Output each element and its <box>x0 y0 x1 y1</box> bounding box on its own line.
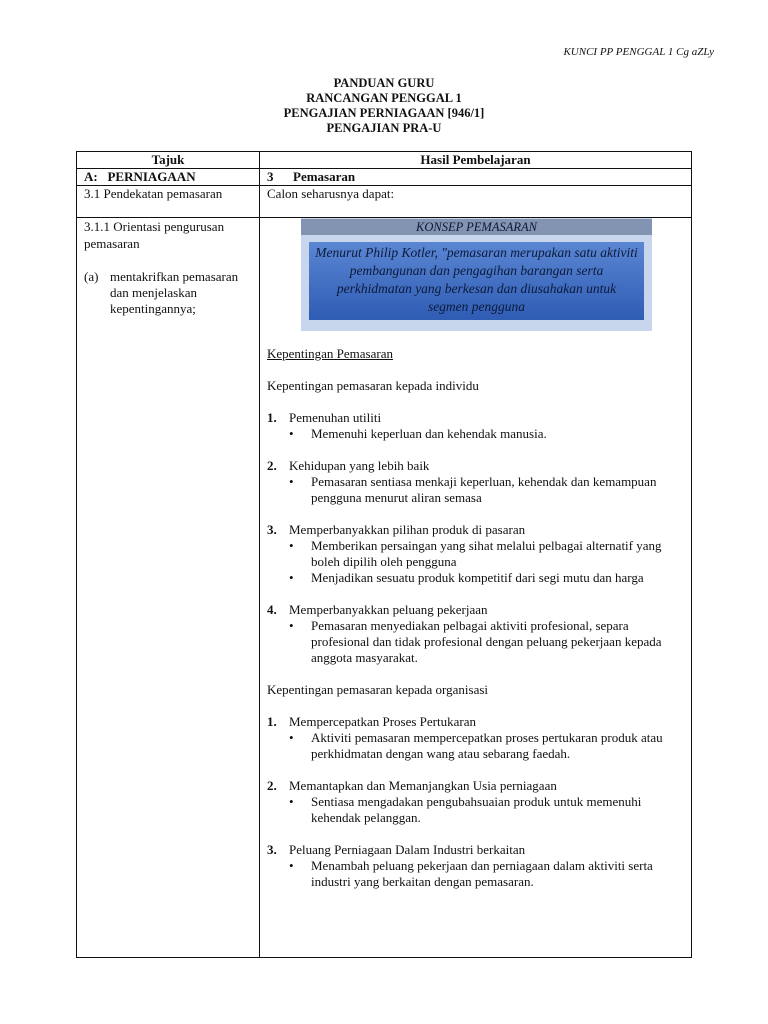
concept-body: Menurut Philip Kotler, "pemasaran merupakan satu aktiviti pembangunan dan pengagihan barangan serta perkhidmatan yang berkesan dan diusahakan untuk segmen pengguna <box>309 242 644 320</box>
objective-item <box>84 269 252 317</box>
bullet-dot-icon: • <box>289 426 294 441</box>
section-number: 3 <box>267 169 274 184</box>
topic-row <box>77 186 692 218</box>
concept-title: KONSEP PEMASARAN <box>301 219 652 235</box>
bullet-point <box>267 570 684 586</box>
topic-left: 3.1 Pendekatan pemasaran <box>77 186 260 218</box>
organisation-heading: Kepentingan pemasaran kepada organisasi <box>267 682 489 697</box>
importance-heading: Kepentingan Pemasaran <box>267 346 393 361</box>
bullet-dot-icon: • <box>289 570 294 585</box>
individual-heading: Kepentingan pemasaran kepada individu <box>267 378 479 393</box>
list-item-title: Memperbanyakkan peluang pekerjaan <box>289 602 488 617</box>
list-item-number: 3. <box>267 842 277 857</box>
bullet-dot-icon: • <box>289 730 294 745</box>
bullet-point <box>267 794 684 826</box>
section-row <box>77 169 692 186</box>
list-item-head <box>267 778 684 794</box>
bullet-dot-icon: • <box>289 794 294 809</box>
list-item-title: Memperbanyakkan pilihan produk di pasaran <box>289 522 526 537</box>
list-item-title: Mempercepatkan Proses Pertukaran <box>289 714 476 729</box>
bullet-point <box>267 730 684 762</box>
bullet-text: Memenuhi keperluan dan kehendak manusia. <box>311 426 547 441</box>
body-left <box>77 218 260 958</box>
bullet-point <box>267 858 684 890</box>
body-right <box>260 218 692 958</box>
list-item-title: Kehidupan yang lebih baik <box>289 458 430 473</box>
list-item-head <box>267 602 684 618</box>
bullet-text: Pemasaran sentiasa menkaji keperluan, kehendak dan kemampuan pengguna menurut aliran semasa <box>311 474 657 505</box>
section-title: Pemasaran <box>293 169 356 184</box>
table-header-row <box>77 152 692 169</box>
title-line: RANCANGAN PENGGAL 1 <box>306 91 462 105</box>
list-item-number: 2. <box>267 458 277 473</box>
bullet-text: Pemasaran menyediakan pelbagai aktiviti profesional, separa profesional dan tidak profesional dengan peluang pekerjaan kepada anggota masyarakat. <box>311 618 662 665</box>
col-header-tajuk: Tajuk <box>77 152 260 169</box>
header-note: KUNCI PP PENGGAL 1 Cg aZLy <box>563 46 714 58</box>
list-item-number: 1. <box>267 714 277 729</box>
bullet-point <box>267 618 684 666</box>
title-line: PENGAJIAN PRA-U <box>326 121 442 135</box>
bullet-dot-icon: • <box>289 618 294 633</box>
list-item-head <box>267 714 684 730</box>
list-item-head <box>267 522 684 538</box>
list-item <box>267 458 684 506</box>
bullet-point <box>267 538 684 570</box>
col-header-hasil: Hasil Pembelajaran <box>260 152 692 169</box>
bullet-dot-icon: • <box>289 538 294 553</box>
individual-list <box>267 410 684 666</box>
topic-right: Calon seharusnya dapat: <box>260 186 692 218</box>
title-line: PENGAJIAN PERNIAGAAN [946/1] <box>283 106 485 120</box>
list-item <box>267 410 684 442</box>
list-item-number: 1. <box>267 410 277 425</box>
list-item-number: 2. <box>267 778 277 793</box>
bullet-dot-icon: • <box>289 474 294 489</box>
importance-section <box>267 346 684 890</box>
objective-text: mentakrifkan pemasaran dan menjelaskan kepentingannya; <box>110 269 239 316</box>
bullet-text: Menjadikan sesuatu produk kompetitif dari segi mutu dan harga <box>311 570 644 585</box>
list-item-head <box>267 410 684 426</box>
title-line: PANDUAN GURU <box>333 76 435 90</box>
subtopic: 3.1.1 Orientasi pengurusan pemasaran <box>84 219 225 251</box>
bullet-text: Aktiviti pemasaran mempercepatkan proses pertukaran produk atau perkhidmatan dengan wang atau sebarang faedah. <box>311 730 663 761</box>
bullet-text: Sentiasa mengadakan pengubahsuaian produk untuk memenuhi kehendak pelanggan. <box>311 794 642 825</box>
list-item-head <box>267 842 684 858</box>
section-left: A: PERNIAGAAN <box>77 169 260 186</box>
list-item-number: 4. <box>267 602 277 617</box>
organisation-list <box>267 714 684 890</box>
list-item <box>267 714 684 762</box>
bullet-dot-icon: • <box>289 858 294 873</box>
syllabus-table <box>76 151 692 958</box>
bullet-point <box>267 426 684 442</box>
objective-label: (a) <box>84 269 99 284</box>
section-right <box>260 169 692 186</box>
bullet-text: Menambah peluang pekerjaan dan perniagaan dalam aktiviti serta industri yang berkaitan dengan pemasaran. <box>311 858 653 889</box>
list-item <box>267 602 684 666</box>
bullet-point <box>267 474 684 506</box>
list-item <box>267 842 684 890</box>
list-item-title: Memantapkan dan Memanjangkan Usia perniagaan <box>289 778 557 793</box>
document-title <box>0 76 768 136</box>
concept-box <box>301 218 652 331</box>
list-item-number: 3. <box>267 522 277 537</box>
body-row <box>77 218 692 958</box>
list-item-head <box>267 458 684 474</box>
list-item-title: Pemenuhan utiliti <box>289 410 382 425</box>
list-item <box>267 522 684 586</box>
list-item-title: Peluang Perniagaan Dalam Industri berkaitan <box>289 842 526 857</box>
list-item <box>267 778 684 826</box>
bullet-text: Memberikan persaingan yang sihat melalui pelbagai alternatif yang boleh dipilih oleh pengguna <box>311 538 662 569</box>
